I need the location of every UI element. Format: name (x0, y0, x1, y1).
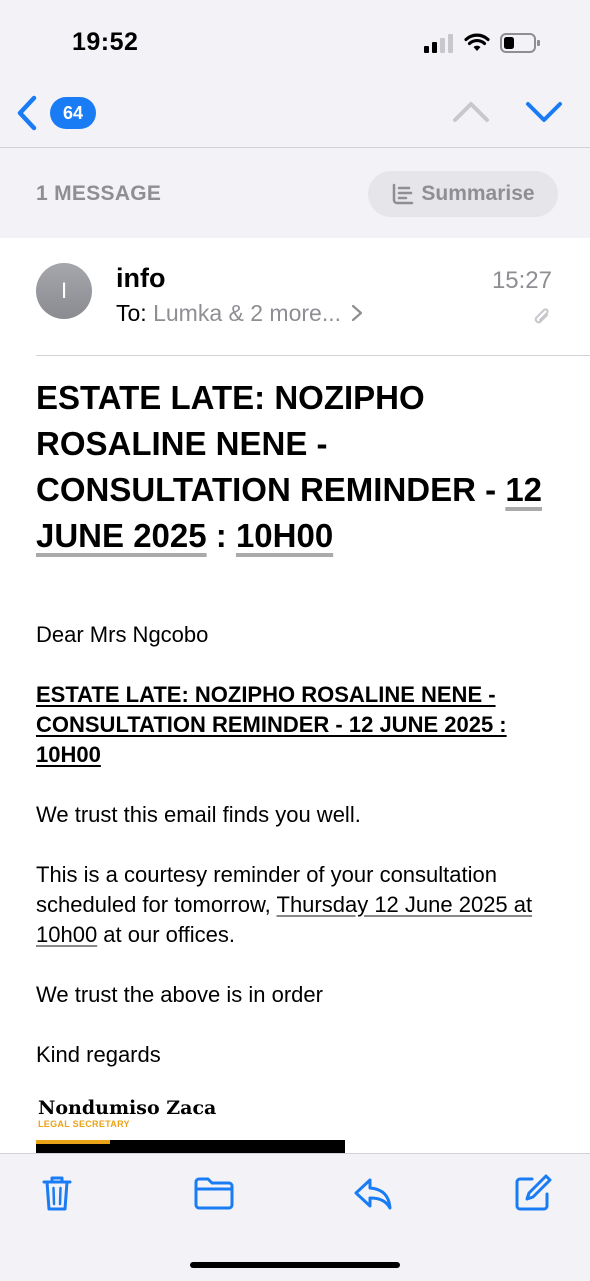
body-subject: ESTATE LATE: NOZIPHO ROSALINE NENE - CONSULTATION REMINDER - 12 JUNE 2025 : 10H00 (36, 682, 507, 767)
subject-separator: : (206, 517, 236, 554)
battery-icon (500, 32, 542, 54)
home-indicator (190, 1262, 400, 1268)
closing: Kind regards (36, 1042, 161, 1067)
unread-count-badge[interactable]: 64 (50, 97, 96, 129)
body-line-2 (36, 860, 556, 950)
signature-name: Nondumiso Zaca (38, 1097, 217, 1119)
sender-name[interactable]: info (116, 263, 166, 293)
to-label: To: (116, 300, 147, 326)
body-line-3: We trust the above is in order (36, 982, 323, 1007)
status-icons (424, 32, 542, 54)
summarise-icon (391, 183, 415, 205)
email-header-divider (36, 355, 590, 356)
body-line-2-text: This is a courtesy reminder of your consultation scheduled for tomorrow, (36, 862, 497, 917)
summarise-label: Summarise (421, 182, 535, 205)
email-subject (36, 375, 556, 559)
appointment-date-link[interactable]: Thursday 12 June 2025 at 10h00 (36, 892, 533, 947)
chevron-right-icon (351, 304, 363, 322)
subject-time-link[interactable]: 10H00 (235, 517, 334, 554)
back-chevron-icon[interactable] (12, 94, 42, 132)
next-message-icon[interactable] (525, 98, 563, 126)
subject-text: ESTATE LATE: NOZIPHO ROSALINE NENE - CONSULTATION REMINDER - (36, 379, 506, 508)
wifi-icon (464, 33, 490, 53)
header-divider (0, 147, 590, 148)
subject-date-link[interactable]: 12 JUNE 2025 (36, 471, 543, 554)
summarise-button[interactable] (368, 171, 558, 217)
previous-message-icon[interactable] (452, 98, 490, 126)
compose-icon[interactable] (512, 1172, 554, 1214)
body-line-1: We trust this email finds you well. (36, 802, 361, 827)
attachment-icon (532, 306, 552, 328)
avatar[interactable]: I (36, 263, 92, 319)
body-line-2-end: at our offices. (97, 922, 235, 947)
signature-title: LEGAL SECRETARY (38, 1119, 130, 1129)
reply-icon[interactable] (352, 1172, 394, 1214)
cellular-signal-icon (424, 33, 454, 53)
trash-icon[interactable] (36, 1172, 78, 1214)
status-time: 19:52 (72, 28, 139, 56)
signature-accent-line (36, 1140, 110, 1144)
email-time: 15:27 (491, 267, 552, 294)
message-count: 1 MESSAGE (36, 182, 162, 205)
recipients-line[interactable] (116, 300, 363, 327)
recipients: Lumka & 2 more... (153, 300, 341, 326)
folder-icon[interactable] (193, 1172, 235, 1214)
greeting: Dear Mrs Ngcobo (36, 622, 209, 647)
